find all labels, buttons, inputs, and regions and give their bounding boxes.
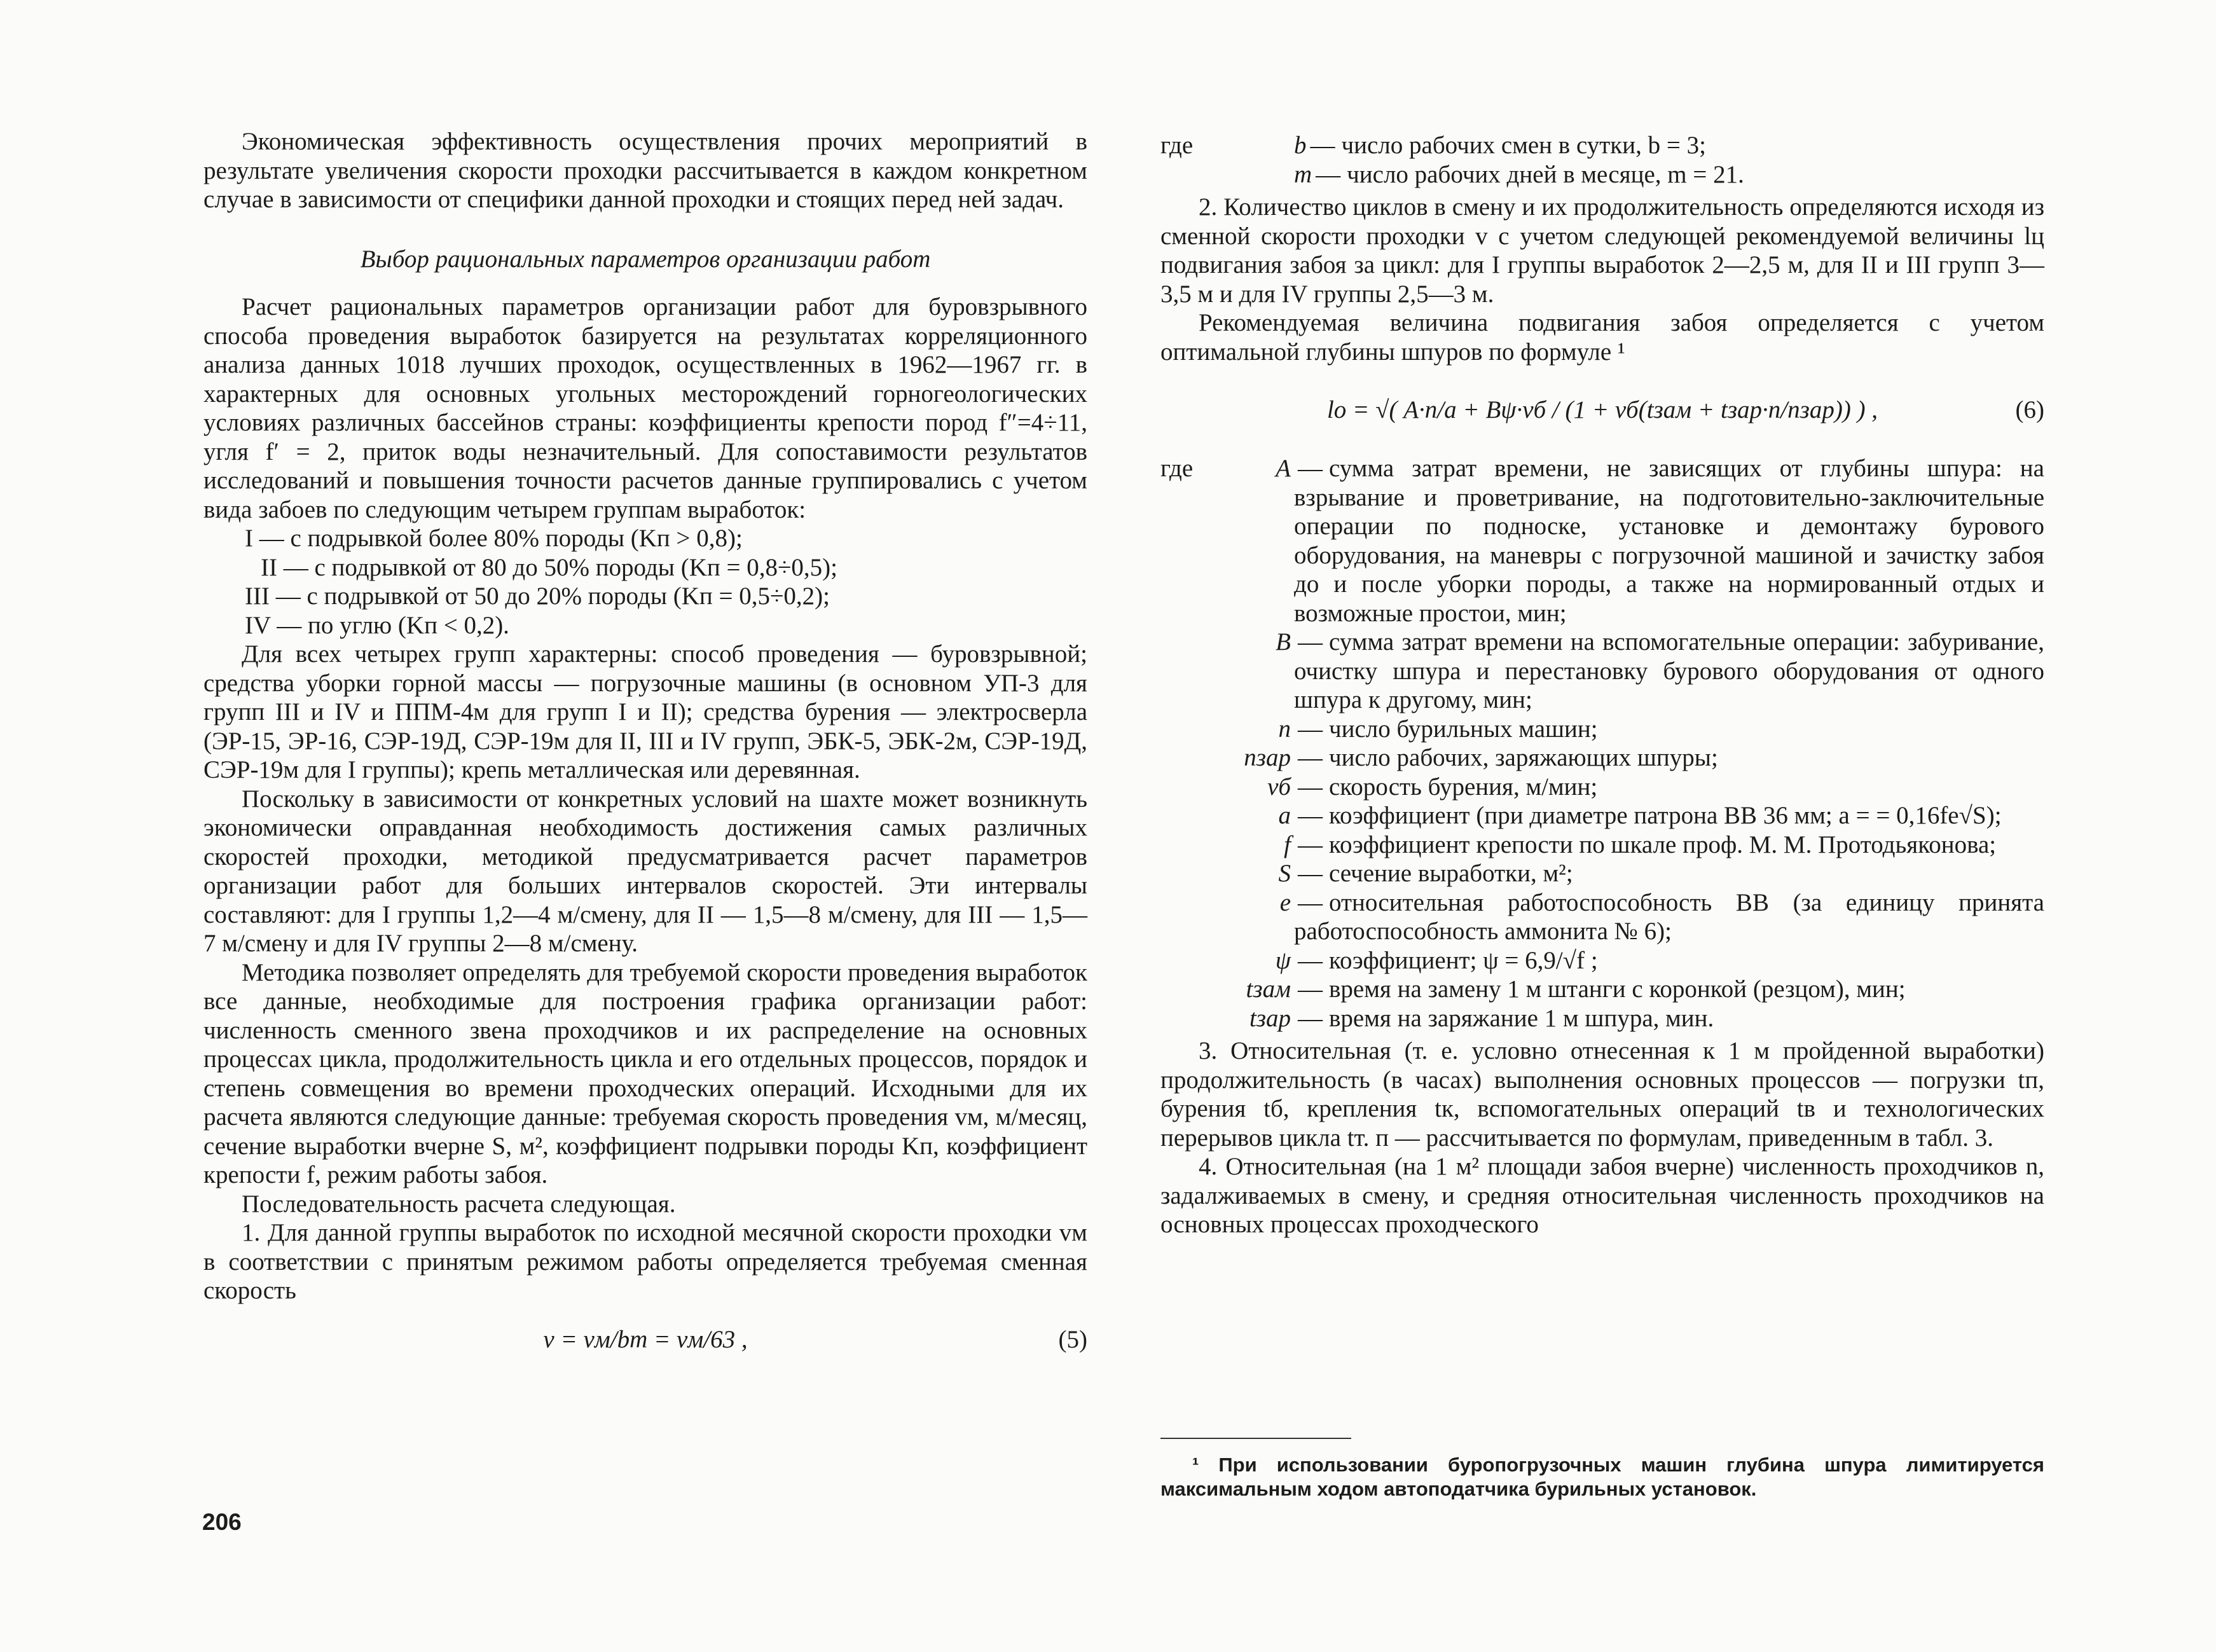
definition-item: a — коэффициент (при диаметре патрона ВВ 36 мм; a = = 0,16fe√S);	[1160, 801, 2044, 830]
definition-symbol: a	[1278, 802, 1291, 829]
definition-text: число рабочих дней в месяце, m = 21.	[1347, 160, 1744, 188]
definition-item: ψ — коэффициент; ψ = 6,9/√f ;	[1160, 946, 2044, 975]
group-list	[203, 524, 1087, 640]
group-item-3: III — с подрывкой от 50 до 20% породы (Kп = 0,5÷0,2);	[245, 582, 830, 610]
formula-5-expression: v = vм/bm = vм/63 ,	[543, 1325, 748, 1353]
definition-text: скорость бурения, м/мин;	[1329, 773, 1598, 801]
definition-item: tзар — время на заряжание 1 м шпура, мин.	[1160, 1004, 2044, 1033]
group-item-4: IV — по углю (Kп < 0,2).	[245, 611, 509, 639]
definition-item: S — сечение выработки, м²;	[1160, 859, 2044, 888]
definition-item: tзам — время на замену 1 м штанги с коронкой (резцом), мин;	[1160, 975, 2044, 1004]
definition-symbol: f	[1284, 830, 1291, 858]
paragraph-step-2: 2. Количество циклов в смену и их продолжительность определяются исходя из сменной скорости проходки v с учетом следующей рекомендуемой величины lц подвигания забоя за цикл: для I группы выработок 2—2,5 м, для II и III групп 3—3,5 м и для IV группы 2,5—3 м.	[1160, 193, 2044, 308]
where-label: где	[1160, 455, 1194, 482]
definition-item: nзар — число рабочих, заряжающих шпуры;	[1160, 743, 2044, 773]
definition-item: vб — скорость бурения, м/мин;	[1160, 773, 2044, 802]
definition-text: число рабочих, заряжающих шпуры;	[1329, 744, 1718, 771]
paragraph-method: Методика позволяет определять для требуемой скорости проведения выработок все данные, необходимые для построения графика организации работ: численность сменного звена проходчиков и их распределение на основных процессах цикла, продолжительность цикла и его отдельных процессов, порядок и степень совмещения во времени проходческих операций. Исходными для их расчета являются следующие данные: требуемая скорость проведения vм, м/месяц, сечение выработки вчерне S, м², коэффициент подрывки породы Kп, коэффициент крепости f, режим работы забоя.	[203, 958, 1087, 1188]
where-label: где	[1160, 132, 1194, 159]
section-heading: Выбор рациональных параметров организации работ	[360, 245, 931, 273]
page-number: 206	[202, 1509, 242, 1535]
definition-symbol: b	[1294, 132, 1307, 159]
left-page-column	[203, 127, 1087, 1374]
formula-5-number: (5)	[1058, 1325, 1087, 1353]
right-page-column	[1160, 127, 2044, 1239]
paragraph-step-4: 4. Относительная (на 1 м² площади забоя вчерне) численность проходчиков n, задалживаемых в смену, и средняя относительная численность проходчиков на основных процессах проходческого	[1160, 1153, 2044, 1238]
definition-text: число рабочих смен в сутки, b = 3;	[1341, 132, 1706, 159]
definition-text: время на замену 1 м штанги с коронкой (резцом), мин;	[1329, 975, 1906, 1003]
definition-item: e — относительная работоспособность ВВ (за единицу принята работоспособность аммонита № 6);	[1160, 888, 2044, 946]
group-item-2: II — с подрывкой от 80 до 50% породы (Kп = 0,8÷0,5);	[261, 553, 837, 581]
paragraph-step-3: 3. Относительная (т. е. условно отнесенная к 1 м пройденной выработки) продолжительность (в часах) выполнения основных процессов — погрузки tп, бурения tб, крепления tк, вспомогательных операций tв и технологических перерывов цикла tт. п — рассчитывается по формулам, приведенным в табл. 3.	[1160, 1037, 2044, 1152]
definition-symbol: nзар	[1244, 744, 1291, 771]
definition-text: коэффициент (при диаметре патрона ВВ 36 мм; a = = 0,16fe√S);	[1329, 802, 2002, 829]
definition-item: где A — сумма затрат времени, не зависящих от глубины шпура: на взрывание и проветривание, на подготовительно-заключительные операции по подноске, установке и демонтажу бурового оборудования, на маневры с погрузочной машиной и зачистку забоя до и после уборки породы, а также на нормированный отдых и возможные простои, мин;	[1160, 455, 2044, 627]
definition-symbol: n	[1278, 715, 1291, 743]
definition-symbol: A	[1276, 455, 1291, 482]
formula-6-number: (6)	[2015, 396, 2044, 423]
definition-text: сумма затрат времени на вспомогательные операции: забуривание, очистку шпура и перестановку бурового оборудования от одного шпура к другому, мин;	[1294, 628, 2044, 713]
definition-symbol: tзар	[1249, 1004, 1291, 1032]
definition-text: коэффициент крепости по шкале проф. М. М. Протодьяконова;	[1329, 830, 1997, 858]
definition-item: f — коэффициент крепости по шкале проф. М. М. Протодьяконова;	[1160, 830, 2044, 860]
definition-symbol: ψ	[1275, 946, 1291, 974]
definition-item: где b — число рабочих смен в сутки, b = 3;	[1160, 132, 1706, 159]
paragraph-all-groups: Для всех четырех групп характерны: способ проведения — буровзрывной; средства уборки горной массы — погрузочные машины (в основном УП-3 для групп III и IV и ППМ-4м для групп I и II); средства бурения — электросверла (ЭР-15, ЭР-16, СЭР-19Д, СЭР-19м для II, III и IV групп, ЭБК-5, ЭБК-2м, СЭР-19Д, СЭР-19м для I группы); крепь металлическая или деревянная.	[203, 640, 1087, 783]
definition-symbol: m	[1294, 160, 1312, 188]
definition-item: B — сумма затрат времени на вспомогательные операции: забуривание, очистку шпура и перестановку бурового оборудования от одного шпура к другому, мин;	[1160, 628, 2044, 715]
definition-symbol: tзам	[1246, 975, 1291, 1003]
group-item-1: I — с подрывкой более 80% породы (Kп > 0,8);	[245, 525, 743, 552]
paragraph-sequence: Последовательность расчета следующая.	[242, 1190, 676, 1218]
footnote: ¹ При использовании буропогрузочных машин глубина шпура лимитируется максимальным ходом автоподатчика бурильных установок.	[1160, 1454, 2044, 1500]
definitions-formula-6	[1160, 454, 2044, 1033]
definition-text: сумма затрат времени, не зависящих от глубины шпура: на взрывание и проветривание, на подготовительно-заключительные операции по подноске, установке и демонтажу бурового оборудования, на маневры с погрузочной машиной и зачистку забоя до и после уборки породы, а также на нормированный отдых и возможные простои, мин;	[1294, 455, 2044, 627]
definition-text: число бурильных машин;	[1329, 715, 1598, 743]
definition-symbol: B	[1276, 628, 1291, 656]
footnote-divider	[1160, 1438, 1351, 1439]
definition-text: время на заряжание 1 м шпура, мин.	[1329, 1004, 1714, 1032]
paragraph-intro: Экономическая эффективность осуществления прочих мероприятий в результате увеличения скорости проходки рассчитывается в каждом конкретном случае в зависимости от специфики данной проходки и стоящих перед ней задач.	[203, 128, 1087, 213]
paragraph-step-1: 1. Для данной группы выработок по исходной месячной скорости проходки vм в соответствии с принятым режимом работы определяется требуемая сменная скорость	[203, 1219, 1087, 1304]
definition-symbol: vб	[1267, 773, 1291, 801]
definition-text: относительная работоспособность ВВ (за единицу принята работоспособность аммонита № 6);	[1294, 888, 2044, 945]
formula-6-expression: lо = √( A·n/a + Bψ·vб / (1 + vб(tзам + tзар·n/nзар)) ) ,	[1326, 396, 1878, 423]
paragraph-calculation: Расчет рациональных параметров организации работ для буровзрывного способа проведения выработок базируется на результатах корреляционного анализа данных 1018 лучших проходок, осуществленных в 1962—1967 гг. в характерных для основных угольных месторождений горногеологических условиях различных бассейнов страны: коэффициенты крепости пород f″=4÷11, угля f′ = 2, приток воды незначительный. Для сопоставимости результатов исследований и повышения точности расчетов данные группировались с учетом вида забоев по следующим четырем группам выработок:	[203, 293, 1087, 523]
paragraph-since: Поскольку в зависимости от конкретных условий на шахте может возникнуть экономически оправданная необходимость достижения самых различных скоростей проходки, методикой предусматривается расчет параметров организации работ для больших интервалов скоростей. Эти интервалы составляют: для I группы 1,2—4 м/смену, для II — 1,5—8 м/смену, для III — 1,5—7 м/смену и для IV группы 2—8 м/смену.	[203, 785, 1087, 957]
formula-5	[203, 1314, 1087, 1365]
definition-item: n — число бурильных машин;	[1160, 715, 2044, 744]
definition-symbol: e	[1279, 888, 1291, 916]
definition-item: m — число рабочих дней в месяце, m = 21.	[1294, 160, 1744, 188]
paragraph-recommended: Рекомендуемая величина подвигания забоя определяется с учетом оптимальной глубины шпуров по формуле ¹	[1160, 309, 2044, 366]
formula-6	[1160, 375, 2044, 445]
definitions-top	[1160, 131, 2044, 189]
definition-text: коэффициент; ψ = 6,9/√f ;	[1329, 946, 1598, 974]
definition-symbol: S	[1278, 860, 1291, 887]
definition-text: сечение выработки, м²;	[1329, 860, 1573, 887]
